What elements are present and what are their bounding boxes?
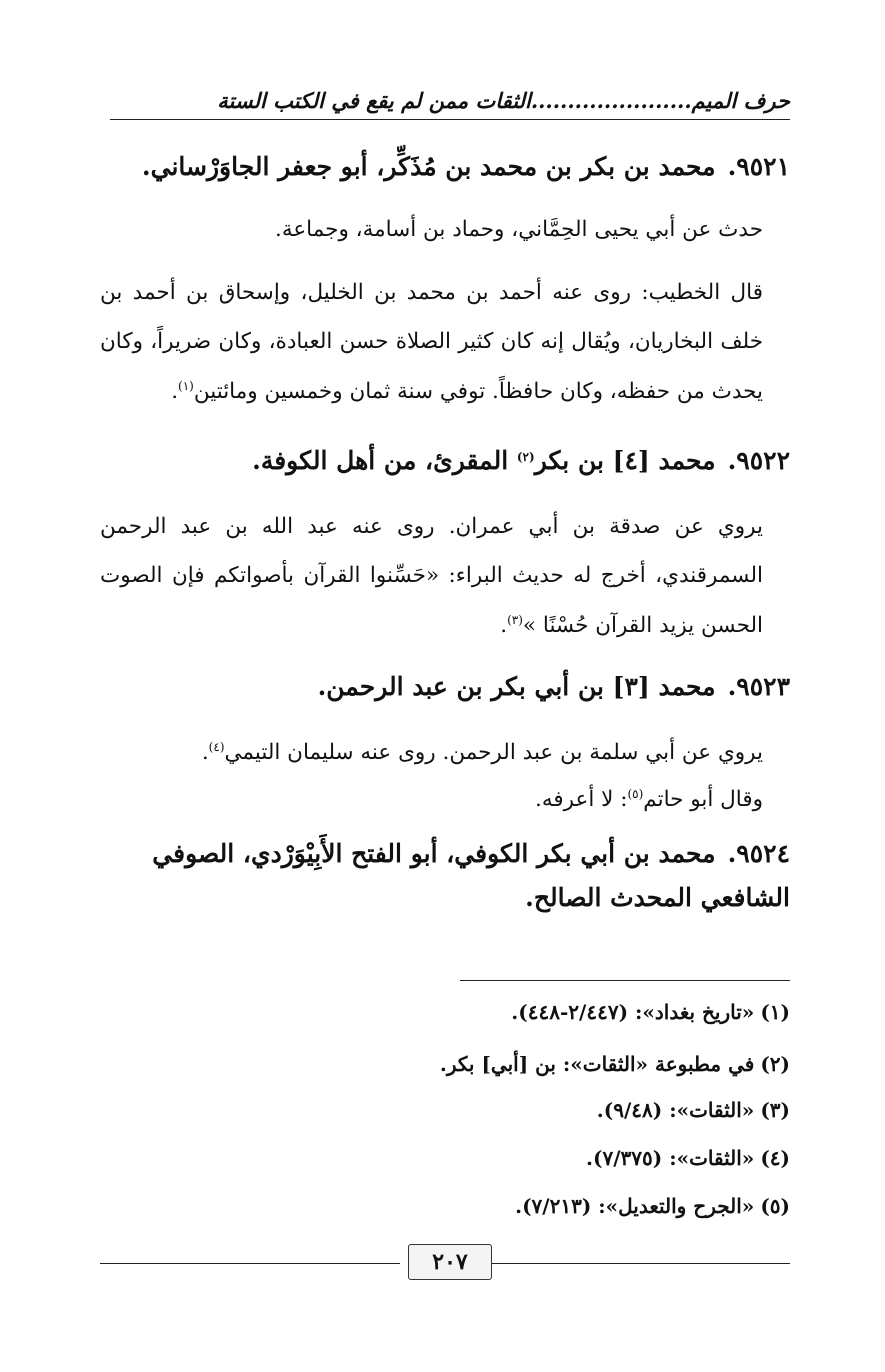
footnote-ref[interactable]: (٢) [516, 450, 535, 464]
entry-title-rest: المقرئ، من أهل الكوفة. [252, 446, 517, 475]
entry-title: محمد [٤] بن بكر [534, 446, 716, 475]
entry-number: ٩٥٢٣. [727, 672, 790, 701]
entry-heading-9522 [100, 444, 790, 478]
entry-heading-9521 [100, 150, 790, 184]
footnote-2: (٢)في مطبوعة «الثقات»: بن [أبي] بكر. [439, 1052, 790, 1076]
footnote-separator [460, 980, 790, 981]
bottom-rule-right [490, 1263, 790, 1264]
entry-paragraph: يروي عن أبي سلمة بن عبد الرحمن. روى عنه سليمان التيمي$^{(٤)}$. [201, 740, 763, 765]
entry-paragraph: يروي عن صدقة بن أبي عمران. روى عنه عبد الله بن عبد الرحمن السمرقندي، أخرج له حديث البراء: «حَسِّنوا القرآن بأصواتكم فإن الصوت الحسن يزيد القرآن حُسْنًا »$^{(٣)}$. [100, 514, 763, 638]
entry-title: محمد بن أبي بكر الكوفي، أبو الفتح الأَبِيْوَرْدي، الصوفي الشافعي المحدث الصالح. [152, 839, 790, 912]
entry-paragraph: حدث عن أبي يحيى الحِمَّاني، وحماد بن أسامة، وجماعة. [274, 217, 763, 242]
entry-number: ٩٥٢٢. [727, 446, 790, 475]
footnote-5: (٥)«الجرح والتعديل»: (٧/٢١٣). [515, 1194, 790, 1218]
entry-paragraph: وقال أبو حاتم$^{(٥)}$: لا أعرفه. [534, 787, 763, 812]
entry-heading-9523 [100, 670, 790, 704]
bottom-rule-left [100, 1263, 400, 1264]
header-book-title: الثقات ممن لم يقع في الكتب الستة [217, 88, 531, 113]
entry-heading-9524 [100, 832, 790, 920]
running-header [110, 88, 790, 120]
footnote-ref[interactable]: (٥) [627, 787, 644, 801]
header-chapter: حرف الميم [691, 88, 790, 113]
header-dots: ...................... [530, 88, 692, 113]
entry-paragraph: قال الخطيب: روى عنه أحمد بن محمد بن الخليل، وإسحاق بن أحمد بن خلف البخاريان، ويُقال إنه كان كثير الصلاة حسن العبادة، وكان ضريراً، وكان يحدث من حفظه، وكان حافظاً. توفي سنة ثمان وخمسين ومائتين$^{(١)}$. [100, 280, 763, 404]
footnote-ref[interactable]: (٤) [208, 740, 225, 754]
entry-number: ٩٥٢١. [727, 152, 790, 181]
footnote-3: (٣)«الثقات»: (٩/٤٨). [596, 1098, 790, 1122]
footnote-ref[interactable]: (٣) [507, 612, 523, 627]
entry-number: ٩٥٢٤. [727, 839, 790, 868]
entry-title: محمد بن بكر بن محمد بن مُذَكِّر، أبو جعفر الجاوَرْساني. [141, 152, 716, 181]
footnote-1: (١)«تاريخ بغداد»: (٢/٤٤٧-٤٤٨). [511, 1000, 790, 1024]
footnote-ref[interactable]: (١) [178, 378, 194, 393]
entry-title: محمد [٣] بن أبي بكر بن عبد الرحمن. [317, 672, 716, 701]
footnote-4: (٤)«الثقات»: (٧/٣٧٥). [586, 1146, 790, 1170]
page-number: ٢٠٧ [408, 1244, 492, 1280]
